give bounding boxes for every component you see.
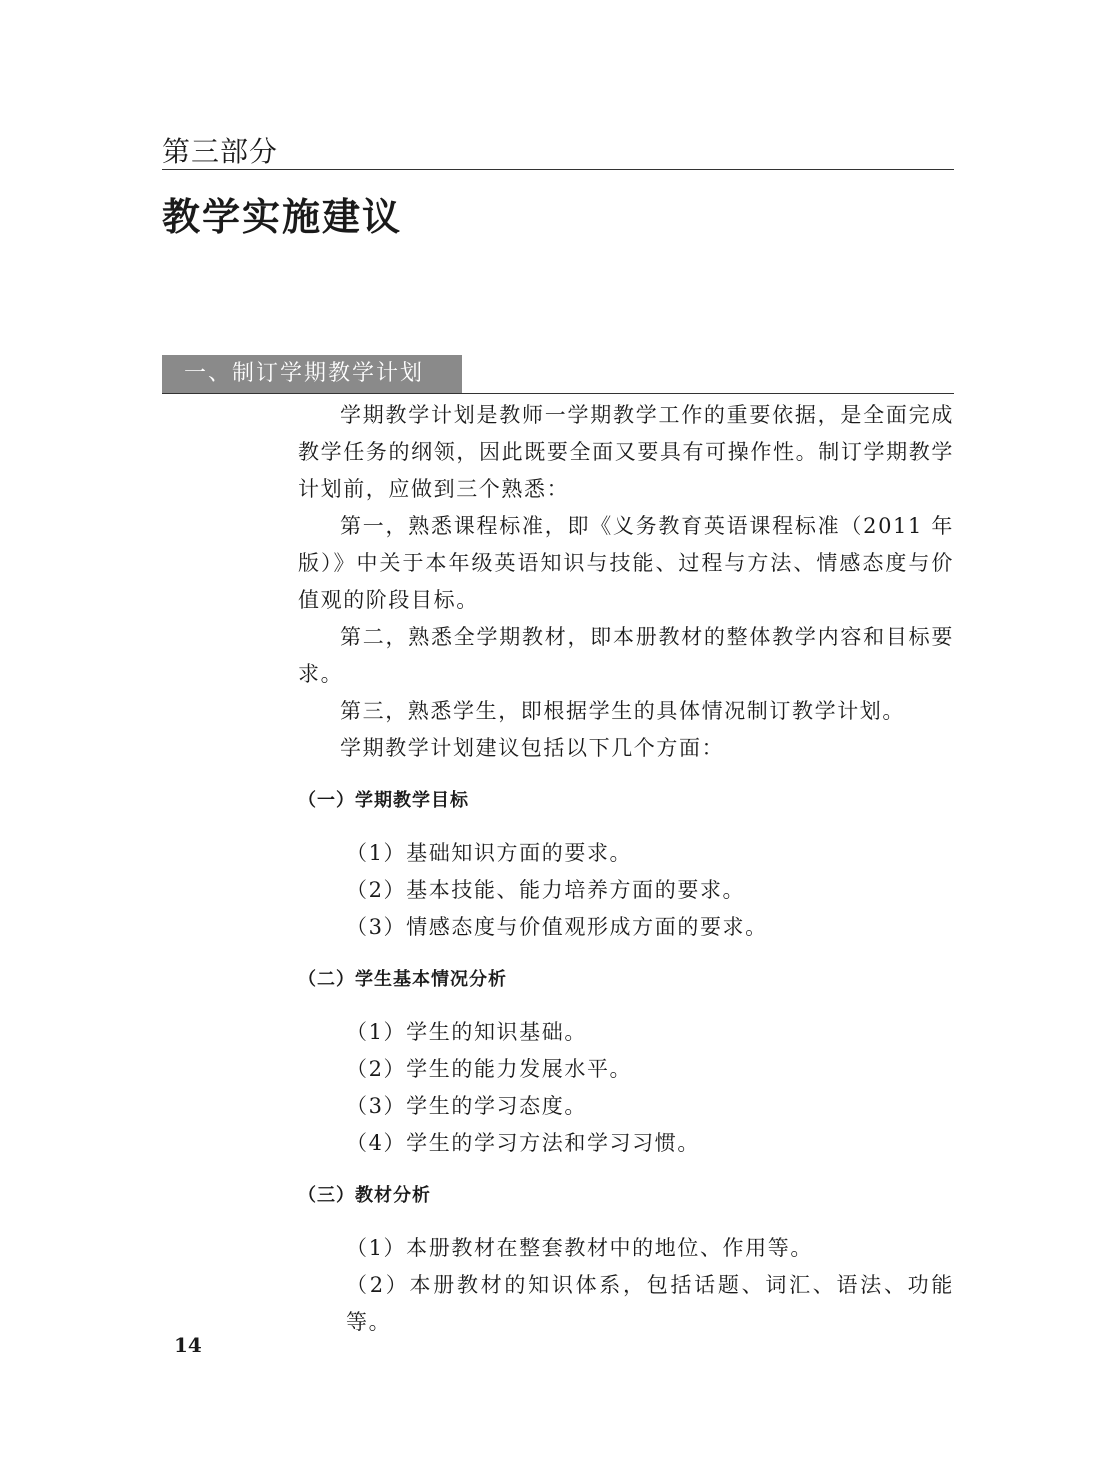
part-divider <box>162 169 954 170</box>
body-content <box>298 397 954 1341</box>
section-header <box>162 355 954 394</box>
section-heading: 一、制订学期教学计划 <box>162 355 462 393</box>
subsection-heading: （一）学期教学目标 <box>298 790 469 811</box>
item-list <box>298 1230 954 1341</box>
subsection-textbook-analysis <box>298 1182 954 1341</box>
subsection-heading: （二）学生基本情况分析 <box>298 969 507 990</box>
intro-paragraph: 第三，熟悉学生，即根据学生的具体情况制订教学计划。 <box>340 699 905 723</box>
list-item: （3）情感态度与价值观形成方面的要求。 <box>346 915 768 939</box>
intro-paragraph: 第一，熟悉课程标准，即《义务教育英语课程标准（2011 年版）》中关于本年级英语知识与技能、过程与方法、情感态度与价值观的阶段目标。 <box>298 514 954 612</box>
intro-paragraph: 学期教学计划是教师一学期教学工作的重要依据，是全面完成教学任务的纲领，因此既要全面又要具有可操作性。制订学期教学计划前，应做到三个熟悉： <box>298 403 954 501</box>
subsection-teaching-goals <box>298 787 954 946</box>
list-item: （2）基本技能、能力培养方面的要求。 <box>346 878 746 902</box>
list-item: （3）学生的学习态度。 <box>346 1094 587 1118</box>
part-title: 教学实施建议 <box>162 194 403 239</box>
list-item: （1）本册教材在整套教材中的地位、作用等。 <box>346 1236 813 1260</box>
list-item: （1）学生的知识基础。 <box>346 1020 587 1044</box>
list-item: （2）本册教材的知识体系，包括话题、词汇、语法、功能等。 <box>346 1273 954 1334</box>
part-label: 第三部分 <box>162 135 279 168</box>
list-item: （2）学生的能力发展水平。 <box>346 1057 633 1081</box>
intro-paragraph: 第二，熟悉全学期教材，即本册教材的整体教学内容和目标要求。 <box>298 625 954 686</box>
list-item: （1）基础知识方面的要求。 <box>346 841 633 865</box>
list-item: （4）学生的学习方法和学习习惯。 <box>346 1131 700 1155</box>
intro-paragraph: 学期教学计划建议包括以下几个方面： <box>340 736 725 760</box>
subsection-heading: （三）教材分析 <box>298 1185 431 1206</box>
item-list <box>298 835 954 946</box>
subsection-student-analysis <box>298 966 954 1162</box>
item-list <box>298 1014 954 1162</box>
page-number: 14 <box>174 1333 202 1357</box>
